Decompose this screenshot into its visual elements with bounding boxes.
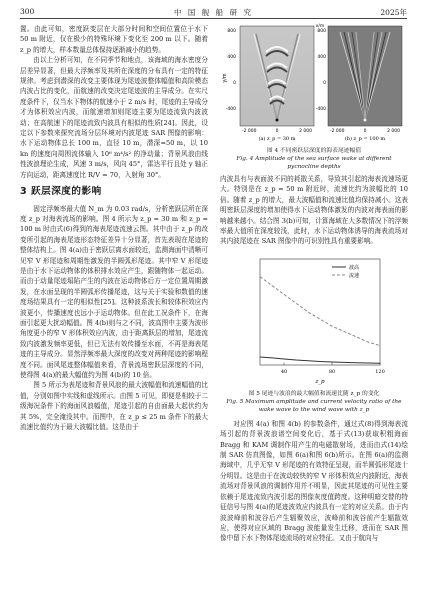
series-line-0 <box>260 357 380 363</box>
x-axis-label: z_p <box>315 378 325 385</box>
x-ticks <box>281 362 385 375</box>
x-tick: 2 000 <box>299 129 312 134</box>
y-tick: -400 <box>315 107 326 112</box>
caption-zh: 图 5 尾迹与波浪的最大幅值和流速比随 z_p 的变化 <box>248 391 380 398</box>
x-tick-label: 120 <box>375 368 385 375</box>
series-line-1 <box>260 277 380 346</box>
right-column <box>220 22 408 544</box>
paragraph: 置。由此可知，密度跃变层在大部分时间和空间位置位于水下 50 m 附近，仅在极少的特殊环境下变化至 200 m 以下。随着 z_p 的增大，样本数量总体保持逐渐减小的趋势。 <box>20 25 208 54</box>
paragraph: 对应图 4(a) 和图 4(b) 的参数条件，通过式(8)得到海表流场引起的背景波浪谱空间变化后，基于式(13)获取积粗海面 Bragg 和 KAM 调制作用产生的电磁散射场，进而由式(14)绘制 SAR 仿真图像，如图 6(a)和图 6(b)所示。在图 6(a)的监测海域中，几乎无窄 V 形尾迹的有效特征呈现，而半圆弧形尾迹十分明显。这是由于在波动较快的窄 V 形体积效应内波附近，海表流场对背景风浪的调制作用并不明显，因此其尾迹的可见性主要依赖于尾迹流致内波引起的图像灰度值跨度。这种明暗交替的特征信号与图 4(a)的尾迹波效应内波具有一定的对应关系。由于内波波峰前和波谷后产生辐聚效应，波峰前和波谷前产生辐散效应，使得对应区域的 Bragg 波能量发生迁移，进而在 SAR 图像中留下水下物体尾迹流场的对应特征。又由于航向与 <box>220 419 408 543</box>
legend-label: 流速 <box>349 272 360 279</box>
caption-zh: 图 4 不同密跃层深度的海表尾迹幅值 <box>266 148 362 155</box>
chart-legend <box>332 264 359 279</box>
y-axis-label: y/m <box>223 73 228 83</box>
paragraph: 由以上分析可知，在不同季节和地点，该海域的海水密度分层差异显著，但最大浮频率及其所在深度的分布具有一定的特征规律。考虑到潜深的改变主要体现为尾迹波整体幅值和高阶模态内波占比的变化，而航速的改变决定尾迹波的主导成分。在实尺度条件下，仅当水下物体的航速小于 2 m/s 时，尾迹的主导成分才为体积效应内波，而航速增加则尾迹主要为尾迹流致内波波动；在高航速下的尾迹流致内波具有相似的性质[24]。因此，设定以下参数来探究流场分层环境对内波尾迹 SAR 图像的影响：水下运动物体总长 100 m，直径 10 m，潜深=50 m，以 10 kn 的速度向周围流体输入 10⁶ m⁴/s² 的净动量；背景风浪由线性波浪理论生成，风速 3 m/s，风向 45°，雷达平行且处 y 轴正方向运动，距离速度比 R/V = 70，入射角 30°。 <box>20 56 208 179</box>
panel-b-label: (b) z_p = 100 m <box>344 136 386 142</box>
figure-4 <box>220 22 408 171</box>
x-tick-label: 40 <box>280 368 288 375</box>
x-tick: -2 000 <box>330 129 345 134</box>
panel-a-label: (a) z_p = 30 m <box>258 136 296 142</box>
figure-4-caption <box>220 147 408 171</box>
paragraph: 固定浮频率最大值 N_m 为 0.03 rad/s，分析密跃层所在深度 z_p 对海表流场的影响。图 4 所示为 z_p = 30 m 和 z_p = 100 m 时由式(6)得到的海表尾迹流速云图。其中由于 z_p 的改变所引起的海表尾迹形态特征差异十分显著，首先表现在尾迹的整体结构上。图 4(a)由于密跃层离水面较近，监测海面中清晰可见窄 V 形尾迹和周期性激发的半圆弧形尾迹。其中窄 V 形尾迹是由于水下运动物体的体积排水效应产生，跟随物体一起运动。而由于动量尾迹塌陷产生的内波在运动物体后方一定位置周期激发，在水面呈现的半圆弧形传播尾迹，这与关于实验和数值的速度场结果具有一定的相似性[25]。这种波系波长和较体积效应内波更小，传播速度也远小于运动物体。但在此工况条件下，在海面引起更大扰动幅值。图 4(b)则与之不同，波高图中主要为波形角度更小的窄 V 形体积效应内波，由于距离跃层的增加，尾迹流致内波激发频率更低，但已无法有效传播至水面，不再是海表尾迹的主导成分。显然浮频率最大深度的改变对两种尾迹的影响程度不同。面风尾迹整体幅值来看，背景流场密跃层深度的不同，使得图 4(a)的最大幅值约为图 4(b)的 10 倍。 <box>20 204 208 379</box>
page-number: 300 <box>20 7 35 16</box>
panel-a <box>222 26 314 142</box>
x-axis-label: x/m <box>315 24 325 29</box>
y-tick: 800 <box>227 29 236 34</box>
figure-4-wake-images <box>220 22 408 142</box>
y-tick: 400 <box>317 55 326 60</box>
plot-frame <box>260 259 380 365</box>
x-tick: -2 000 <box>242 129 257 134</box>
left-column <box>20 24 208 432</box>
y-tick: 0 <box>323 81 326 86</box>
journal-title: 中 国 舰 船 研 究 <box>174 8 253 17</box>
caption-en: Fig. 4 Amplitude of the sea surface wake at different pycnocline depths <box>236 156 392 171</box>
x-tick: 0 <box>275 129 279 134</box>
y-tick: 400 <box>227 55 236 60</box>
x-tick-label: 80 <box>328 368 336 375</box>
panel-b <box>316 26 402 142</box>
x-tick: 2 000 <box>387 129 400 134</box>
figure-5 <box>220 253 408 413</box>
x-tick: 0 <box>363 129 367 134</box>
y-tick: 0 <box>233 81 236 86</box>
caption-en: Fig. 5 Maximum amplitude and current velocity ratio of the wake wave to the wind wave with z_p <box>226 399 402 414</box>
figure-5-caption <box>220 390 408 414</box>
y-tick: 800 <box>317 29 326 34</box>
issue-year: 2025年 <box>380 8 407 17</box>
running-header <box>20 6 407 19</box>
y-tick: -400 <box>225 107 236 112</box>
section-heading: 3 跃层深度的影响 <box>20 186 102 198</box>
paragraph: 内波具有与表面波不同的耗散关系，导致其引起的海表流速场更大。特别是在 z_p = 50 m 附近时，流速比约为波幅比的 10 倍。随着 z_p 的增大，最大波幅值和流速比值均保持减小。这表明密跃层深度的增加使得水下运动物体激发的内波对海表面的影响越来越小。结合图 3(b)可知，计算海域在大多数情况下的浮频率最大值所在深度较浅，此时，水下运动物体诱导的海表流场对其内波尾迹在 SAR 图像中的可识别性具有重要影响。 <box>220 175 408 246</box>
figure-5-chart <box>220 253 408 385</box>
legend-label: 波高 <box>349 264 360 271</box>
paragraph: 图 5 所示为表尾迹和背景风浪的最大波幅值和流速幅值的比值，分别如图中实线和虚线所示。由图 5 可见，即便是相较于二级海况条件下的海面风浪幅值，尾迹引起的自由面最大起伏约为其 5%，完全淹没其中。而图中，在 z_p ≤ 25 m 条件下的最大流速比值约为于最大波幅比值。这是由于 <box>20 381 208 432</box>
series-lines <box>260 277 380 364</box>
